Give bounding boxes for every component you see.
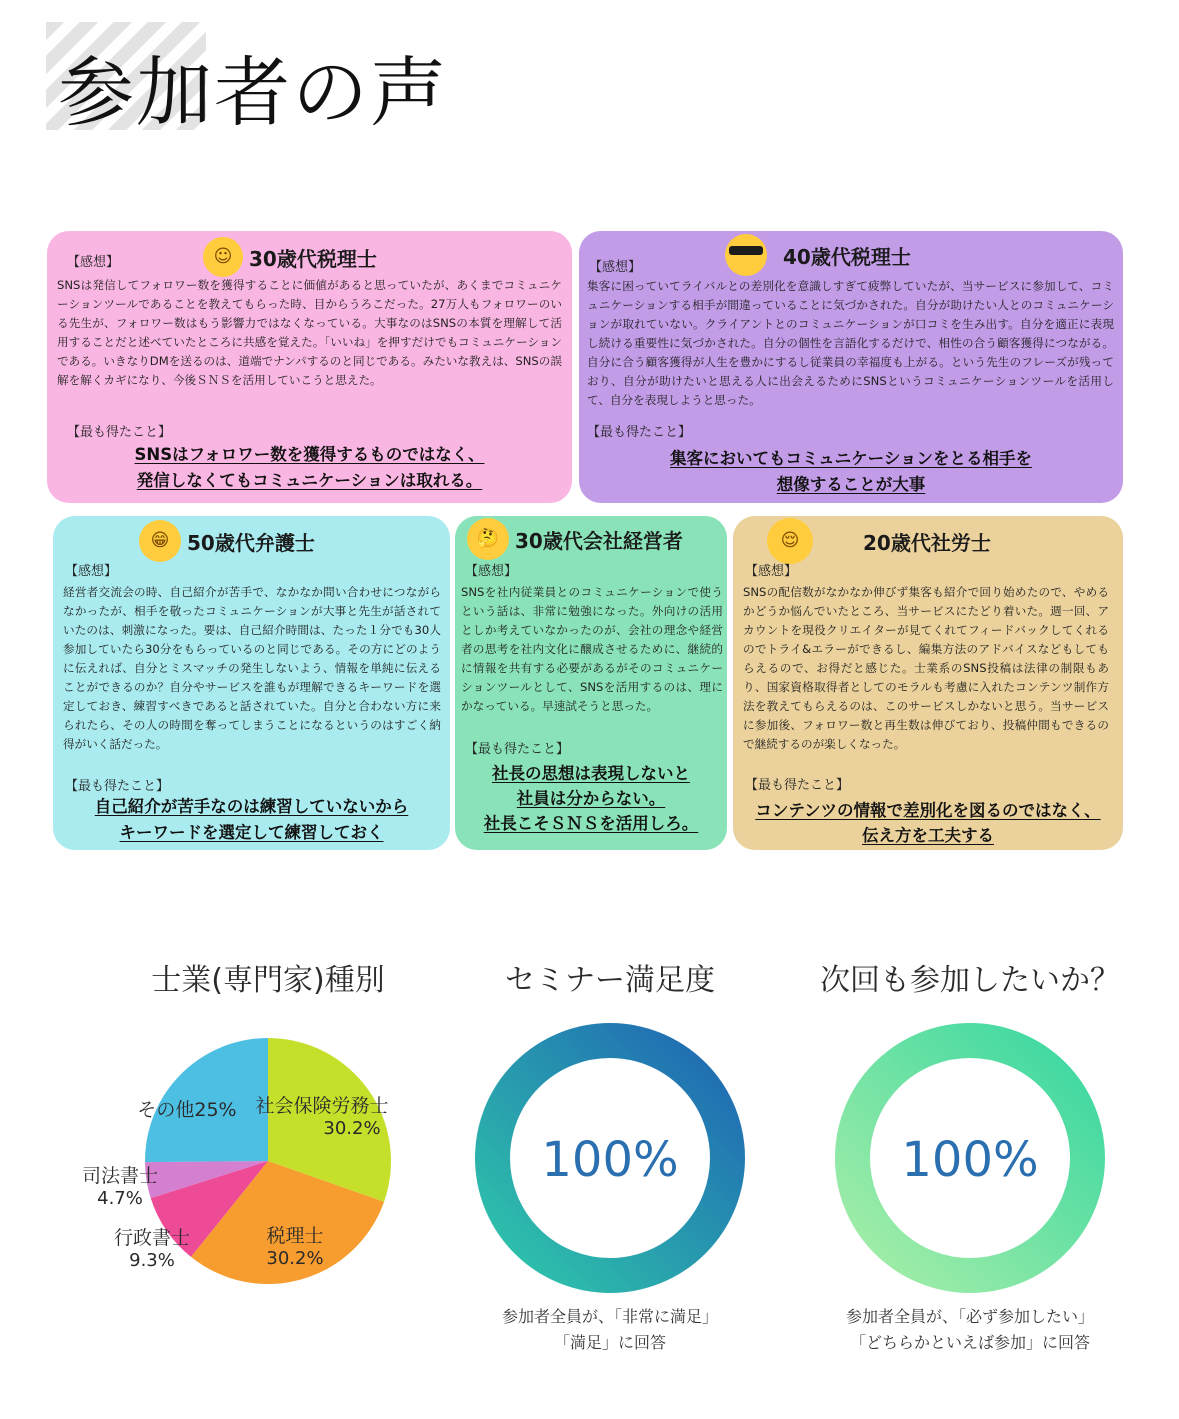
sunglasses-face-icon	[725, 234, 767, 276]
impression-label: 【感想】	[745, 564, 798, 579]
impression-label: 【感想】	[465, 564, 518, 579]
impression-text: SNSの配信数がなかなか伸びず集客も紹介で回り始めたので、やめるかどうか悩んでいたところ、当サービスにたどり着いた。週一回、アカウントを現役クリエイターが見てくれてフィードバックしてくれるのでトライ&エラーができるし、編集方法のアドバイスなどもしてもらえるので、お得だと感じた。士業系のSNS投稿は法律の制限もあり、国家資格取得者としてのモラルも考慮に入れたコンテンツ制作方法を教えてもらえるのは、このサービスしかないと思う。当サービスに参加後、フォロワー数と再生数は伸びており、投稿仲間もできるので継続するのが楽しくなった。	[743, 585, 1109, 751]
takeaway-line: 社長の思想は表現しないと	[492, 764, 690, 783]
page-title: 参加者の声	[58, 48, 448, 137]
takeaway-label: 【最も得たこと】	[465, 742, 570, 757]
chart-title: 次回も参加したいか？	[820, 963, 1120, 998]
takeaway-line: 想像することが大事	[776, 475, 926, 494]
next-participation-donut-chart	[830, 1018, 1110, 1298]
persona-label: 30歳代税理士	[249, 246, 377, 271]
takeaway-line: 社員は分からない。	[516, 789, 666, 808]
persona-label: 30歳代会社経営者	[515, 528, 683, 553]
card-header	[467, 518, 683, 560]
takeaway-label: 【最も得たこと】	[745, 778, 850, 793]
occupation-pie-chart	[60, 1020, 440, 1320]
page-title-block	[46, 22, 448, 137]
testimonial-card-40s-tax-accountant	[579, 231, 1123, 503]
testimonial-card-20s-labor-consultant	[733, 516, 1123, 850]
chart-title: セミナー満足度	[505, 963, 715, 998]
pie-slice-label: その他25%	[137, 1099, 237, 1121]
impression-label: 【感想】	[67, 255, 120, 270]
takeaway-label: 【最も得たこと】	[587, 425, 692, 440]
persona-label: 50歳代弁護士	[187, 530, 315, 555]
impression-text: SNSは発信してフォロワー数を獲得することに価値があると思っていたが、あくまでコミュニケーションツールであることを教えてもらった時、目からうろこだった。27万人もフォロワーのいる先生が、フォロワー数はもう影響力ではなくなっている。大事なのはSNSの本質を理解して活用することだと述べていたところに共感を覚えた。「いいね」を押すだけでもコミュニケーションである。いきなりDMを送るのは、道端でナンパするのと同じである。みたいな教えは、SNSの誤解を解くカギになり、今後ＳＮＳを活用していこうと思えた。	[57, 278, 562, 387]
persona-label: 40歳代税理士	[783, 244, 911, 269]
testimonial-card-50s-lawyer	[53, 516, 450, 850]
impression-text: SNSを社内従業員とのコミュニケーションで使うという話は、非常に勉強になった。外向けの活用としか考えていなかったのが、会社の理念や経営者の思考を社内文化に醸成させるために、継続的に情報を共有する必要があるがそのコミュニケーションツールとして、SNSを活用するのは、理にかなっている。早速試そうと思った。	[461, 585, 723, 713]
card-header	[725, 234, 911, 276]
pie-slice-value: 30.2%	[323, 1118, 381, 1139]
pie-slice-value: 9.3%	[129, 1250, 175, 1271]
next-participation-note-line: 参加者全員が、「必ず参加したい」	[845, 1307, 1094, 1326]
testimonial-card-30s-tax-accountant	[47, 231, 572, 503]
relieved-face-icon: 😌	[767, 518, 813, 564]
impression-text: 集客に困っていてライバルとの差別化を意識しすぎて疲弊していたが、当サービスに参加して、コミュニケーションする相手が間違っていることに気づかされた。自分が助けたい人とのコミュニケーションが取れていない。クライアントとのコミュニケーションが口コミを生み出す。自分を適正に表現し続ける重要性に気づかされた。自分の個性を言語化するだけで、相性の合う顧客獲得につながる。自分に合う顧客獲得が人生を豊かにするし従業員の幸福度も上がる。という先生のフレーズが残っており、自分が助けたいと思える人に出会えるためにSNSというコミュニケーションツールを活用して、自分を表現しようと思った。	[587, 279, 1114, 407]
satisfaction-note-line: 「満足」に回答	[553, 1333, 666, 1352]
pie-slice-value: 30.2%	[266, 1248, 324, 1269]
chart-title: 士業(専門家)種別	[151, 963, 385, 998]
takeaway-line: 社長こそＳＮＳを活用しろ。	[483, 814, 699, 833]
pie-slice-label: 社会保険労務士	[255, 1095, 389, 1117]
takeaway-label: 【最も得たこと】	[67, 425, 172, 440]
next-participation-note-line: 「どちらかといえば参加」に回答	[849, 1333, 1090, 1352]
grinning-face-icon: 😁	[139, 520, 181, 562]
takeaway-label: 【最も得たこと】	[65, 779, 170, 794]
donut-value-label: 100%	[541, 1132, 679, 1188]
persona-label: 20歳代社労士	[863, 530, 991, 555]
thinking-face-icon: 🤔	[467, 518, 509, 560]
satisfaction-donut-chart	[470, 1018, 750, 1298]
impression-text: 経営者交流会の時、自己紹介が苦手で、なかなか問い合わせにつながらなかったが、相手を敬ったコミュニケーションが大事と先生が話されていたのは、刺激になった。要は、自己紹介時間は、たった１分でも30人参加していたら30分をもらっているのと同じである。その方にどのように伝えれば、自分とミスマッチの発生しないよう、情報を単純に伝えることができるのか？自分やサービスを誰もが理解できるキーワードを選定しておき、練習すべきであると話されていた。自分と合わない方に来られたら、その人の時間を奪ってしまうことになるというのはすごく納得がいく話だった。	[63, 585, 441, 751]
card-header	[767, 518, 991, 564]
takeaway-line: 伝え方を工夫する	[862, 826, 994, 845]
smiling-face-icon: ☺	[203, 237, 243, 277]
takeaway-line: 集客においてもコミュニケーションをとる相手を	[669, 449, 1032, 468]
pie-slice-label: 司法書士	[81, 1165, 159, 1187]
impression-label: 【感想】	[589, 260, 642, 275]
takeaway-line: 自己紹介が苦手なのは練習していないから	[94, 797, 409, 816]
takeaway-line: SNSはフォロワー数を獲得するものではなく、	[134, 445, 485, 464]
takeaway-line: コンテンツの情報で差別化を図るのではなく、	[755, 801, 1101, 820]
pie-slice-label: 行政書士	[113, 1227, 191, 1249]
testimonial-card-30s-company-owner	[455, 516, 727, 850]
satisfaction-note-line: 参加者全員が、「非常に満足」	[501, 1307, 718, 1326]
impression-label: 【感想】	[65, 564, 118, 579]
card-header	[139, 520, 315, 562]
donut-value-label: 100%	[901, 1132, 1039, 1188]
pie-slice-value: 4.7%	[97, 1188, 143, 1209]
takeaway-line: キーワードを選定して練習しておく	[119, 823, 384, 842]
pie-slice-label: 税理士	[266, 1225, 324, 1247]
takeaway-line: 発信しなくてもコミュニケーションは取れる。	[136, 471, 483, 490]
card-header	[203, 237, 377, 277]
